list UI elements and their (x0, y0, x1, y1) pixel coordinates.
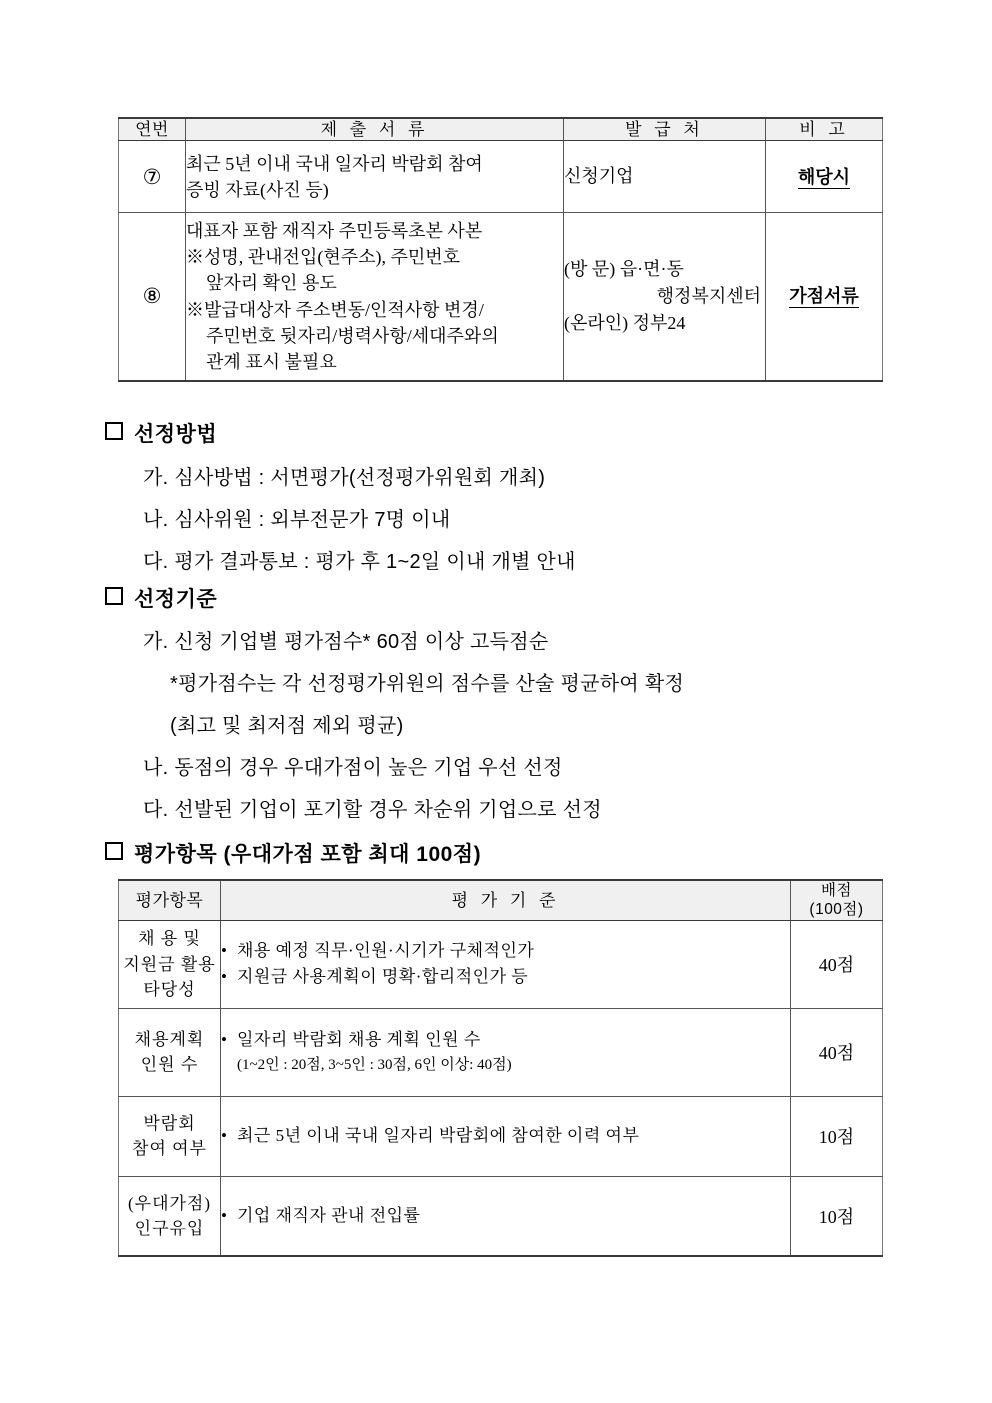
criteria-name-cell (119, 1096, 221, 1176)
bullet-icon: • (221, 1030, 228, 1050)
selection-criteria-note-1: *평가점수는 각 선정평가위원의 점수를 산술 평균하여 확정 (170, 673, 685, 695)
bullet-icon: • (221, 940, 228, 960)
selection-criteria-item-2: 나. 동점의 경우 우대가점이 높은 기업 우선 선정 (143, 757, 563, 779)
issuer-line: (방 문) 읍·면·동 (564, 259, 684, 279)
criteria-bullet-text: 일자리 박람회 채용 계획 인원 수 (237, 1030, 481, 1050)
table-row (119, 141, 883, 213)
criteria-name-line: 타당성 (143, 980, 196, 999)
evaluation-criteria-table (118, 879, 883, 1257)
col-header-no: 연번 (119, 118, 186, 141)
issuer-cell (564, 213, 766, 381)
criteria-name-line: 인구유입 (134, 1219, 205, 1238)
criteria-name-cell (119, 1008, 221, 1096)
criteria-score-cell: 10점 (791, 1176, 883, 1256)
issuer-line: (온라인) 정부24 (564, 313, 686, 333)
submit-line: 최근 5년 이내 국내 일자리 박람회 참여 (186, 153, 483, 174)
square-bullet-icon (105, 587, 123, 605)
submit-line: 대표자 포함 재직자 주민등록초본 사본 (186, 221, 483, 242)
section-heading-text: 평가항목 (우대가점 포함 최대 100점) (134, 843, 482, 866)
bullet-icon: • (221, 1205, 228, 1225)
issuer-cell (564, 141, 766, 213)
criteria-bullet (221, 1027, 790, 1053)
criteria-score-cell: 40점 (791, 1008, 883, 1096)
criteria-name-line: 참여 여부 (132, 1139, 207, 1159)
issuer-line: 신청기업 (564, 166, 634, 187)
table-row (119, 1176, 883, 1256)
criteria-description-cell (221, 1176, 791, 1256)
section-heading-selection-criteria (105, 583, 217, 613)
criteria-score-cell: 40점 (791, 920, 883, 1008)
submit-document-cell (186, 141, 564, 213)
col-header-evaluation-item: 평가항목 (119, 880, 221, 920)
criteria-bullet (221, 1123, 790, 1149)
note-cell (766, 141, 883, 213)
criteria-description-cell (221, 1096, 791, 1176)
submitted-documents-table (118, 117, 883, 382)
table-row (119, 1008, 883, 1096)
table-row (119, 213, 883, 381)
section-heading-evaluation-items (105, 838, 481, 868)
bullet-icon: • (221, 967, 228, 987)
table-row (119, 920, 883, 1008)
col-header-score-line1: 배점 (821, 882, 852, 899)
square-bullet-icon (105, 422, 123, 440)
submit-line: 앞자리 확인 용도 (206, 273, 337, 294)
col-header-note: 비 고 (766, 118, 883, 141)
criteria-bullet (221, 964, 790, 990)
criteria-bullet-text: 채용 예정 직무·인원·시기가 구체적인가 (237, 940, 535, 960)
selection-method-item-1: 가. 심사방법 : 서면평가(선정평가위원회 개최) (143, 467, 546, 489)
note-text: 해당시 (797, 166, 851, 187)
square-bullet-icon (105, 842, 123, 860)
col-header-evaluation-standard: 평 가 기 준 (221, 880, 791, 920)
criteria-name-cell (119, 1176, 221, 1256)
row-number: ⑧ (119, 213, 186, 381)
criteria-bullet (221, 1203, 790, 1229)
col-header-score (791, 880, 883, 920)
criteria-name-line: 채용계획 (134, 1029, 205, 1049)
row-number: ⑦ (119, 141, 186, 213)
submit-line: 관계 표시 불필요 (206, 351, 337, 372)
criteria-description-cell (221, 920, 791, 1008)
submit-document-cell (186, 213, 564, 381)
criteria-bullet-text: 최근 5년 이내 국내 일자리 박람회에 참여한 이력 여부 (237, 1126, 640, 1146)
table-header-row (119, 118, 883, 141)
col-header-score-line2: (100점) (809, 901, 864, 919)
criteria-name-cell (119, 920, 221, 1008)
table-header-row (119, 880, 883, 920)
criteria-name-line: 지원금 활용 (123, 954, 216, 974)
section-heading-text: 선정방법 (134, 423, 218, 446)
issuer-line: 행정복지센터 (656, 286, 761, 306)
col-header-issuer: 발 급 처 (564, 118, 766, 141)
criteria-name-line: 채 용 및 (138, 929, 201, 948)
criteria-name-line: 박람회 (143, 1113, 196, 1133)
submit-line: ※성명, 관내전입(현주소), 주민번호 (186, 247, 461, 268)
table-row (119, 1096, 883, 1176)
submit-line: 증빙 자료(사진 등) (186, 179, 329, 200)
note-cell (766, 213, 883, 381)
criteria-description-cell (221, 1008, 791, 1096)
criteria-score-cell: 10점 (791, 1096, 883, 1176)
section-heading-text: 선정기준 (134, 588, 218, 611)
note-text: 가점서류 (789, 286, 859, 307)
submit-line: 주민번호 뒷자리/병력사항/세대주와의 (206, 325, 499, 346)
submit-line: ※발급대상자 주소변동/인적사항 변경/ (186, 299, 484, 320)
selection-criteria-item-1: 가. 신청 기업별 평가점수* 60점 이상 고득점순 (143, 631, 549, 653)
col-header-submit-docs: 제 출 서 류 (186, 118, 564, 141)
bullet-icon: • (221, 1126, 228, 1146)
section-heading-selection-method (105, 418, 217, 448)
selection-method-item-3: 다. 평가 결과통보 : 평가 후 1~2일 이내 개별 안내 (143, 551, 576, 573)
selection-method-item-2: 나. 심사위원 : 외부전문가 7명 이내 (143, 509, 451, 531)
criteria-name-line: (우대가점) (127, 1193, 211, 1213)
criteria-name-line: 인원 수 (140, 1055, 199, 1075)
selection-criteria-item-3: 다. 선발된 기업이 포기할 경우 차순위 기업으로 선정 (143, 799, 602, 821)
criteria-bullet-text: 기업 재직자 관내 전입률 (237, 1205, 421, 1225)
criteria-bullet-text: 지원금 사용계획이 명확·합리적인가 등 (237, 967, 529, 987)
selection-criteria-note-2: (최고 및 최저점 제외 평균) (170, 715, 404, 737)
criteria-sub-note: (1~2인 : 20점, 3~5인 : 30점, 6인 이상: 40점) (237, 1056, 512, 1073)
criteria-bullet (221, 938, 790, 964)
